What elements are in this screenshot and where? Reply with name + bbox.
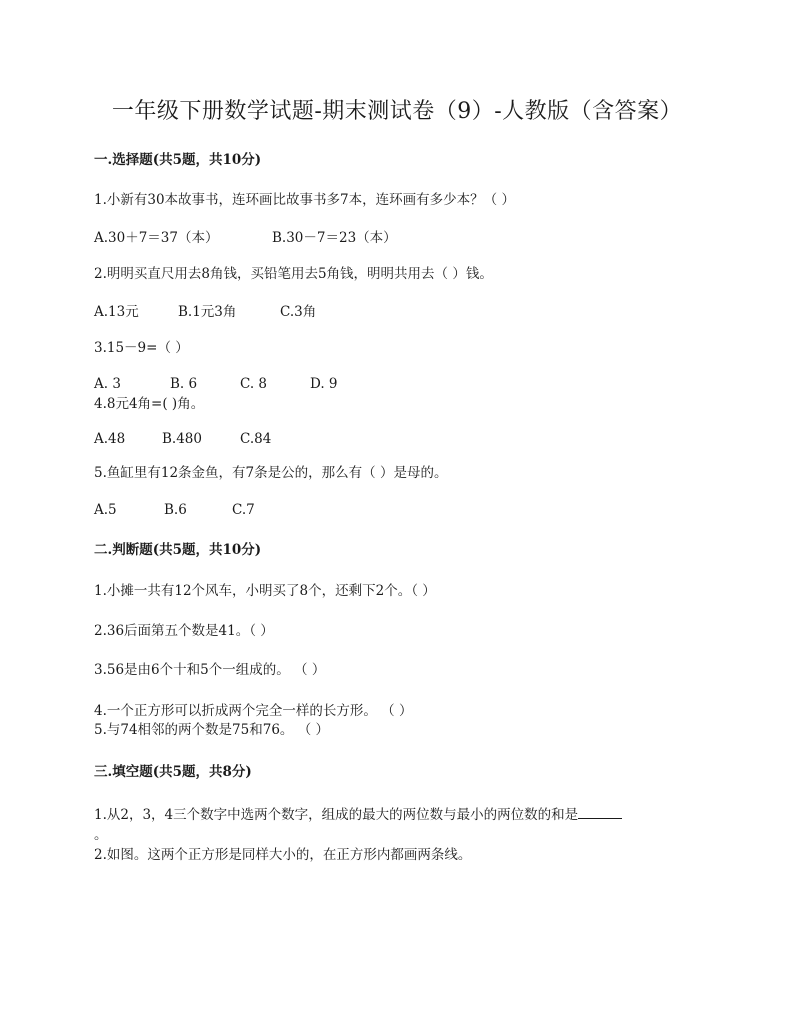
- option: C.3角: [280, 304, 317, 320]
- answer-blank[interactable]: [578, 806, 622, 819]
- question-body: 1.从2，3，4三个数字中选两个数字，组成的最大的两位数与最小的两位数的和是: [94, 807, 579, 823]
- option: A.48: [94, 431, 126, 447]
- question-text: 4.8元4角=( )角。: [94, 396, 205, 412]
- question-text: 1.小摊一共有12个风车，小明买了8个，还剩下2个。（ ）: [94, 583, 436, 599]
- question-text: 5.与74相邻的两个数是75和76。 （ ）: [94, 722, 329, 738]
- option: C. 8: [240, 376, 268, 392]
- question-text: 2.明明买直尺用去8角钱，买铅笔用去5角钱，明明共用去（ ）钱。: [94, 266, 493, 282]
- option: A. 3: [94, 376, 121, 392]
- option: A.5: [94, 502, 117, 518]
- option: C.84: [240, 431, 272, 447]
- section-heading-choice: 一.选择题(共5题，共10分): [94, 152, 262, 168]
- question-text: 2.36后面第五个数是41。（ ）: [94, 623, 274, 639]
- option: D. 9: [310, 376, 338, 392]
- section-heading-judge: 二.判断题(共5题，共10分): [94, 542, 262, 558]
- option: B. 6: [170, 376, 198, 392]
- option: A.13元: [94, 304, 139, 320]
- option: B.480: [162, 431, 202, 447]
- question-text: 3.15－9=（ ）: [94, 340, 189, 356]
- question-text: 3.56是由6个十和5个一组成的。 （ ）: [94, 662, 326, 678]
- question-text: 4.一个正方形可以折成两个完全一样的长方形。 （ ）: [94, 703, 413, 719]
- option: B.30－7＝23（本）: [272, 230, 397, 246]
- question-text: 1.小新有30本故事书，连环画比故事书多7本，连环画有多少本？（ ）: [94, 192, 515, 208]
- question-text: [94, 806, 622, 824]
- option: A.30＋7＝37（本）: [94, 230, 219, 246]
- question-text: 2.如图。这两个正方形是同样大小的，在正方形内都画两条线。: [94, 847, 472, 863]
- option: C.7: [232, 502, 255, 518]
- option: B.1元3角: [178, 304, 237, 320]
- question-text: 5.鱼缸里有12条金鱼，有7条是公的，那么有（ ）是母的。: [94, 465, 448, 481]
- question-tail: 。: [94, 827, 108, 843]
- page-title: 一年级下册数学试题-期末测试卷（9）-人教版（含答案）: [111, 99, 683, 124]
- option: B.6: [164, 502, 187, 518]
- section-heading-fill: 三.填空题(共5题，共8分): [94, 764, 252, 780]
